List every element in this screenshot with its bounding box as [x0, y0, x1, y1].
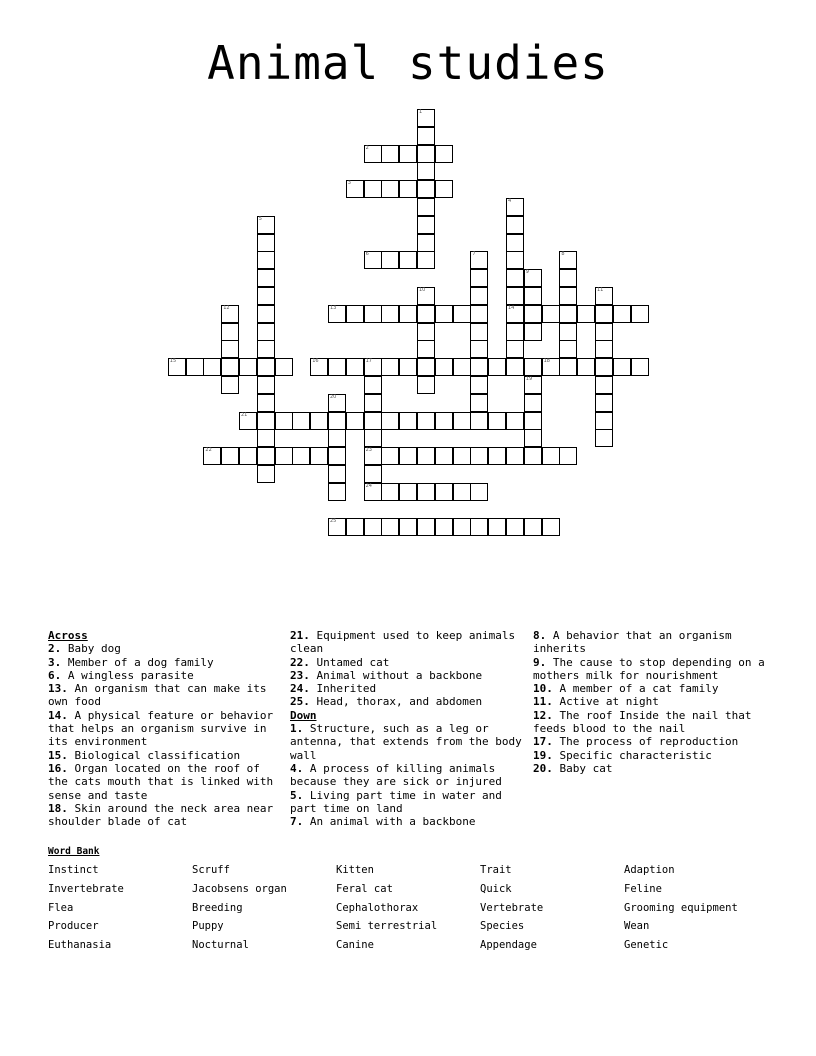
- grid-cell[interactable]: [221, 376, 239, 394]
- word-bank-item: Quick: [480, 882, 512, 895]
- grid-cell[interactable]: [542, 305, 560, 323]
- grid-cell[interactable]: [488, 447, 506, 465]
- clue-number: 4: [508, 198, 512, 204]
- clue-number: 9: [525, 269, 529, 276]
- grid-cell[interactable]: [257, 305, 275, 323]
- grid-cell[interactable]: [399, 180, 417, 198]
- grid-cell[interactable]: [168, 358, 186, 376]
- grid-cell[interactable]: [381, 447, 399, 465]
- grid-cell[interactable]: [328, 358, 346, 376]
- grid-cell[interactable]: [346, 358, 364, 376]
- grid-cell[interactable]: [435, 483, 453, 501]
- grid-cell[interactable]: [453, 412, 471, 430]
- clue-item: 8. A behavior that an organism inherits: [533, 629, 732, 656]
- clue-number: 5: [258, 215, 262, 222]
- grid-cell[interactable]: [364, 483, 382, 501]
- grid-cell[interactable]: [506, 447, 524, 465]
- grid-cell[interactable]: [257, 429, 275, 447]
- grid-cell[interactable]: [595, 394, 613, 412]
- grid-cell[interactable]: [435, 518, 453, 536]
- grid-cell[interactable]: [364, 429, 382, 447]
- clue-item: 24. Inherited: [290, 682, 377, 696]
- grid-cell[interactable]: [257, 394, 275, 412]
- grid-cell[interactable]: [417, 340, 435, 358]
- grid-cell[interactable]: [524, 269, 542, 287]
- grid-cell[interactable]: [631, 305, 649, 323]
- grid-cell[interactable]: [346, 180, 364, 198]
- clue-item: 16. Organ located on the roof of the cats mouth that is linked with sense and taste: [48, 761, 274, 802]
- grid-cell[interactable]: [328, 429, 346, 447]
- clue-item: 3. Member of a dog family: [48, 655, 214, 669]
- clue-number: 23: [365, 447, 372, 454]
- clue-item: 25. Head, thorax, and abdomen: [290, 695, 483, 709]
- clue-item: 20. Baby cat: [533, 761, 613, 775]
- clue-item: 6. A wingless parasite: [48, 668, 194, 682]
- grid-cell[interactable]: [435, 358, 453, 376]
- grid-cell[interactable]: [417, 162, 435, 180]
- grid-cell[interactable]: [239, 447, 257, 465]
- grid-cell[interactable]: [453, 518, 471, 536]
- grid-cell[interactable]: [524, 394, 542, 412]
- grid-cell[interactable]: [470, 412, 488, 430]
- word-bank-item: Feral cat: [336, 882, 393, 895]
- word-bank-item: Appendage: [480, 939, 537, 952]
- grid-cell[interactable]: [417, 323, 435, 341]
- clue-item: 23. Animal without a backbone: [290, 668, 483, 682]
- grid-cell[interactable]: [257, 447, 275, 465]
- word-bank-item: Adaption: [624, 864, 675, 876]
- grid-cell[interactable]: [542, 518, 560, 536]
- grid-cell[interactable]: [506, 251, 524, 269]
- grid-cell[interactable]: [417, 216, 435, 234]
- grid-cell[interactable]: [417, 234, 435, 252]
- grid-cell[interactable]: [453, 483, 471, 501]
- grid-cell[interactable]: [435, 305, 453, 323]
- clue-number: 14: [508, 304, 515, 311]
- grid-cell[interactable]: [506, 518, 524, 536]
- grid-cell[interactable]: [577, 358, 595, 376]
- grid-cell[interactable]: [595, 305, 613, 323]
- grid-cell[interactable]: [524, 412, 542, 430]
- grid-cell[interactable]: [417, 145, 435, 163]
- word-bank-item: Vertebrate: [480, 901, 544, 914]
- grid-cell[interactable]: [417, 127, 435, 145]
- grid-cell[interactable]: [595, 412, 613, 430]
- grid-cell[interactable]: [417, 518, 435, 536]
- grid-cell[interactable]: [613, 305, 631, 323]
- grid-cell[interactable]: [595, 323, 613, 341]
- clue-number: 22: [205, 447, 212, 454]
- clue-item: 1. Structure, such as a leg or antenna, that extends from the body wall: [290, 722, 522, 762]
- clue-number: 12: [223, 304, 230, 311]
- grid-cell[interactable]: [559, 447, 577, 465]
- grid-cell[interactable]: [595, 340, 613, 358]
- grid-cell[interactable]: [221, 447, 239, 465]
- grid-cell[interactable]: [506, 216, 524, 234]
- grid-cell[interactable]: [524, 447, 542, 465]
- grid-cell[interactable]: [506, 340, 524, 358]
- word-bank-item: Puppy: [192, 920, 224, 933]
- grid-cell[interactable]: [435, 145, 453, 163]
- grid-cell[interactable]: [417, 483, 435, 501]
- clue-number: 11: [597, 287, 604, 293]
- clue-item: 11. Active at night: [533, 695, 659, 709]
- grid-cell[interactable]: [470, 394, 488, 412]
- grid-cell[interactable]: [595, 287, 613, 305]
- grid-cell[interactable]: [524, 287, 542, 305]
- grid-cell[interactable]: [577, 305, 595, 323]
- grid-cell[interactable]: [364, 394, 382, 412]
- word-bank-item: Instinct: [48, 864, 99, 876]
- grid-cell[interactable]: [470, 447, 488, 465]
- grid-cell[interactable]: [221, 340, 239, 358]
- grid-cell[interactable]: [470, 305, 488, 323]
- grid-cell[interactable]: [524, 358, 542, 376]
- clue-number: 2: [365, 144, 369, 151]
- grid-cell[interactable]: [257, 323, 275, 341]
- clue-number: 15: [169, 358, 177, 365]
- grid-cell[interactable]: [328, 518, 346, 536]
- grid-cell[interactable]: [488, 412, 506, 430]
- grid-cell[interactable]: [292, 412, 310, 430]
- grid-cell[interactable]: [417, 305, 435, 323]
- grid-cell[interactable]: [506, 198, 524, 216]
- clue-section-heading: Across: [48, 629, 88, 642]
- grid-cell[interactable]: [186, 358, 204, 376]
- word-bank-item: Wean: [624, 920, 650, 933]
- clue-item: 9. The cause to stop depending on a mothers milk for nourishment: [533, 655, 765, 682]
- clue-item: 21. Equipment used to keep animals clean: [290, 629, 516, 656]
- grid-cell[interactable]: [364, 518, 382, 536]
- clue-number: 16: [312, 358, 319, 365]
- grid-cell[interactable]: [364, 305, 382, 323]
- grid-cell[interactable]: [364, 447, 382, 465]
- clue-item: 2. Baby dog: [48, 642, 121, 656]
- clue-item: 17. The process of reproduction: [533, 735, 739, 749]
- grid-cell[interactable]: [364, 358, 382, 376]
- clues-column-2: [290, 629, 526, 828]
- grid-cell[interactable]: [506, 305, 524, 323]
- grid-cell[interactable]: [364, 376, 382, 394]
- grid-cell[interactable]: [470, 269, 488, 287]
- grid-cell[interactable]: [542, 358, 560, 376]
- grid-cell[interactable]: [346, 412, 364, 430]
- grid-cell[interactable]: [453, 447, 471, 465]
- grid-cell[interactable]: [381, 145, 399, 163]
- clue-number: 10: [419, 287, 426, 293]
- grid-cell[interactable]: [435, 447, 453, 465]
- grid-cell[interactable]: [399, 145, 417, 163]
- grid-cell[interactable]: [328, 305, 346, 323]
- clue-item: 10. A member of a cat family: [533, 682, 719, 696]
- grid-cell[interactable]: [381, 358, 399, 376]
- grid-cell[interactable]: [595, 376, 613, 394]
- grid-cell[interactable]: [506, 287, 524, 305]
- grid-cell[interactable]: [417, 376, 435, 394]
- grid-cell[interactable]: [381, 518, 399, 536]
- grid-cell[interactable]: [559, 251, 577, 269]
- grid-cell[interactable]: [559, 323, 577, 341]
- grid-cell[interactable]: [310, 412, 328, 430]
- word-bank-item: Scruff: [192, 864, 230, 876]
- grid-cell[interactable]: [435, 412, 453, 430]
- clue-number: 19: [525, 376, 533, 382]
- grid-cell[interactable]: [399, 305, 417, 323]
- clue-item: 14. A physical feature or behavior that helps an organism survive in its environment: [48, 708, 274, 749]
- grid-cell[interactable]: [470, 251, 488, 269]
- word-bank-item: Flea: [48, 901, 74, 914]
- word-bank-item: Feline: [624, 882, 662, 895]
- grid-cell[interactable]: [417, 109, 435, 127]
- grid-cell[interactable]: [559, 358, 577, 376]
- grid-cell[interactable]: [506, 234, 524, 252]
- grid-cell[interactable]: [417, 251, 435, 269]
- clue-item: 4. A process of killing animals because they are sick or injured: [290, 761, 502, 789]
- grid-cell[interactable]: [203, 447, 221, 465]
- word-bank-item: Species: [480, 920, 525, 933]
- word-bank-item: Genetic: [624, 939, 669, 952]
- grid-cell[interactable]: [631, 358, 649, 376]
- grid-cell[interactable]: [506, 412, 524, 430]
- grid-cell[interactable]: [506, 269, 524, 287]
- clue-number: 25: [330, 518, 337, 525]
- word-bank-item: Semi terrestrial: [336, 920, 438, 933]
- grid-cell[interactable]: [524, 376, 542, 394]
- clue-item: 13. An organism that can make its own food: [48, 682, 267, 709]
- clue-number: 1: [419, 109, 423, 115]
- grid-cell[interactable]: [364, 412, 382, 430]
- grid-cell[interactable]: [399, 358, 417, 376]
- grid-cell[interactable]: [381, 305, 399, 323]
- clue-number: 7: [472, 251, 476, 258]
- clue-item: 7. An animal with a backbone: [290, 815, 476, 829]
- grid-cell[interactable]: [310, 358, 328, 376]
- grid-cell[interactable]: [417, 287, 435, 305]
- grid-cell[interactable]: [203, 358, 221, 376]
- grid-cell[interactable]: [506, 323, 524, 341]
- clue-number: 17: [365, 358, 372, 365]
- grid-cell[interactable]: [524, 429, 542, 447]
- grid-cell[interactable]: [221, 358, 239, 376]
- clue-number: 20: [330, 393, 337, 400]
- grid-cell[interactable]: [470, 358, 488, 376]
- word-bank-item: Cephalothorax: [336, 901, 419, 914]
- clue-number: 3: [347, 180, 351, 187]
- word-bank-item: Canine: [336, 939, 374, 952]
- grid-cell[interactable]: [346, 518, 364, 536]
- grid-cell[interactable]: [488, 358, 506, 376]
- clue-number: 24: [365, 482, 372, 489]
- word-bank-item: Nocturnal: [192, 939, 249, 952]
- grid-cell[interactable]: [328, 465, 346, 483]
- grid-cell[interactable]: [488, 518, 506, 536]
- word-bank-item: Trait: [480, 864, 512, 876]
- grid-cell[interactable]: [346, 305, 364, 323]
- grid-cell[interactable]: [399, 412, 417, 430]
- grid-cell[interactable]: [275, 412, 293, 430]
- grid-cell[interactable]: [364, 180, 382, 198]
- grid-cell[interactable]: [470, 340, 488, 358]
- clue-item: 12. The roof Inside the nail that feeds blood to the nail: [533, 708, 752, 736]
- clue-number: 18: [543, 358, 550, 365]
- grid-cell[interactable]: [239, 412, 257, 430]
- grid-cell[interactable]: [399, 447, 417, 465]
- grid-cell[interactable]: [399, 518, 417, 536]
- clues-column-3: [533, 629, 773, 775]
- grid-cell[interactable]: [470, 483, 488, 501]
- grid-cell[interactable]: [381, 251, 399, 269]
- grid-cell[interactable]: [470, 287, 488, 305]
- grid-cell[interactable]: [417, 358, 435, 376]
- grid-cell[interactable]: [399, 251, 417, 269]
- clue-number: 21: [241, 411, 248, 418]
- word-bank-item: Jacobsens organ: [192, 882, 287, 895]
- grid-cell[interactable]: [595, 358, 613, 376]
- grid-cell[interactable]: [524, 518, 542, 536]
- grid-cell[interactable]: [470, 518, 488, 536]
- word-bank-item: Kitten: [336, 864, 374, 876]
- grid-cell[interactable]: [310, 447, 328, 465]
- word-bank-item: Breeding: [192, 901, 243, 914]
- puzzle-title: Animal studies: [207, 36, 609, 90]
- grid-cell[interactable]: [257, 376, 275, 394]
- word-bank: [48, 864, 778, 952]
- grid-cell[interactable]: [257, 412, 275, 430]
- clue-item: 19. Specific characteristic: [533, 748, 712, 762]
- grid-cell[interactable]: [417, 198, 435, 216]
- grid-cell[interactable]: [257, 234, 275, 252]
- grid-cell[interactable]: [292, 447, 310, 465]
- grid-cell[interactable]: [364, 251, 382, 269]
- grid-cell[interactable]: [328, 483, 346, 501]
- grid-cell[interactable]: [453, 305, 471, 323]
- grid-cell[interactable]: [613, 358, 631, 376]
- grid-cell[interactable]: [417, 447, 435, 465]
- grid-cell[interactable]: [506, 358, 524, 376]
- grid-cell[interactable]: [257, 251, 275, 269]
- clue-item: 15. Biological classification: [48, 748, 241, 762]
- grid-cell[interactable]: [542, 447, 560, 465]
- grid-cell[interactable]: [559, 340, 577, 358]
- grid-cell[interactable]: [417, 412, 435, 430]
- grid-cell[interactable]: [328, 447, 346, 465]
- clue-item: 18. Skin around the neck area near shoulder blade of cat: [48, 801, 274, 829]
- grid-cell[interactable]: [559, 287, 577, 305]
- grid-cell[interactable]: [275, 358, 293, 376]
- grid-cell[interactable]: [559, 269, 577, 287]
- grid-cell[interactable]: [328, 394, 346, 412]
- clue-item: 22. Untamed cat: [290, 655, 390, 669]
- grid-cell[interactable]: [595, 429, 613, 447]
- grid-cell[interactable]: [524, 305, 542, 323]
- grid-cell[interactable]: [364, 465, 382, 483]
- grid-cell[interactable]: [470, 376, 488, 394]
- clue-number: 13: [330, 304, 337, 311]
- grid-cell[interactable]: [221, 305, 239, 323]
- word-bank-item: Producer: [48, 920, 99, 933]
- grid-cell[interactable]: [381, 412, 399, 430]
- grid-cell[interactable]: [257, 358, 275, 376]
- grid-cell[interactable]: [470, 323, 488, 341]
- grid-cell[interactable]: [417, 180, 435, 198]
- word-bank-item: Euthanasia: [48, 939, 112, 952]
- grid-cell[interactable]: [559, 305, 577, 323]
- clue-item: 5. Living part time in water and part time on land: [290, 788, 502, 815]
- grid-cell[interactable]: [257, 287, 275, 305]
- grid-cell[interactable]: [275, 447, 293, 465]
- grid-cell[interactable]: [221, 323, 239, 341]
- clues-column-1: [48, 629, 284, 828]
- grid-cell[interactable]: [381, 180, 399, 198]
- grid-cell[interactable]: [453, 358, 471, 376]
- word-bank-item: Invertebrate: [48, 882, 124, 895]
- word-bank-title: Word Bank: [48, 846, 100, 857]
- clue-number: 8: [561, 251, 565, 258]
- grid-cell[interactable]: [257, 216, 275, 234]
- grid-cell[interactable]: [257, 269, 275, 287]
- grid-cell[interactable]: [257, 340, 275, 358]
- grid-cell[interactable]: [328, 412, 346, 430]
- grid-cell[interactable]: [239, 358, 257, 376]
- word-bank-item: Grooming equipment: [624, 901, 738, 914]
- grid-cell[interactable]: [524, 323, 542, 341]
- clue-number: 6: [365, 251, 369, 258]
- grid-cell[interactable]: [381, 483, 399, 501]
- grid-cell[interactable]: [257, 465, 275, 483]
- grid-cell[interactable]: [435, 180, 453, 198]
- grid-cell[interactable]: [364, 145, 382, 163]
- grid-cell[interactable]: [399, 483, 417, 501]
- clue-section-heading: Down: [290, 708, 317, 722]
